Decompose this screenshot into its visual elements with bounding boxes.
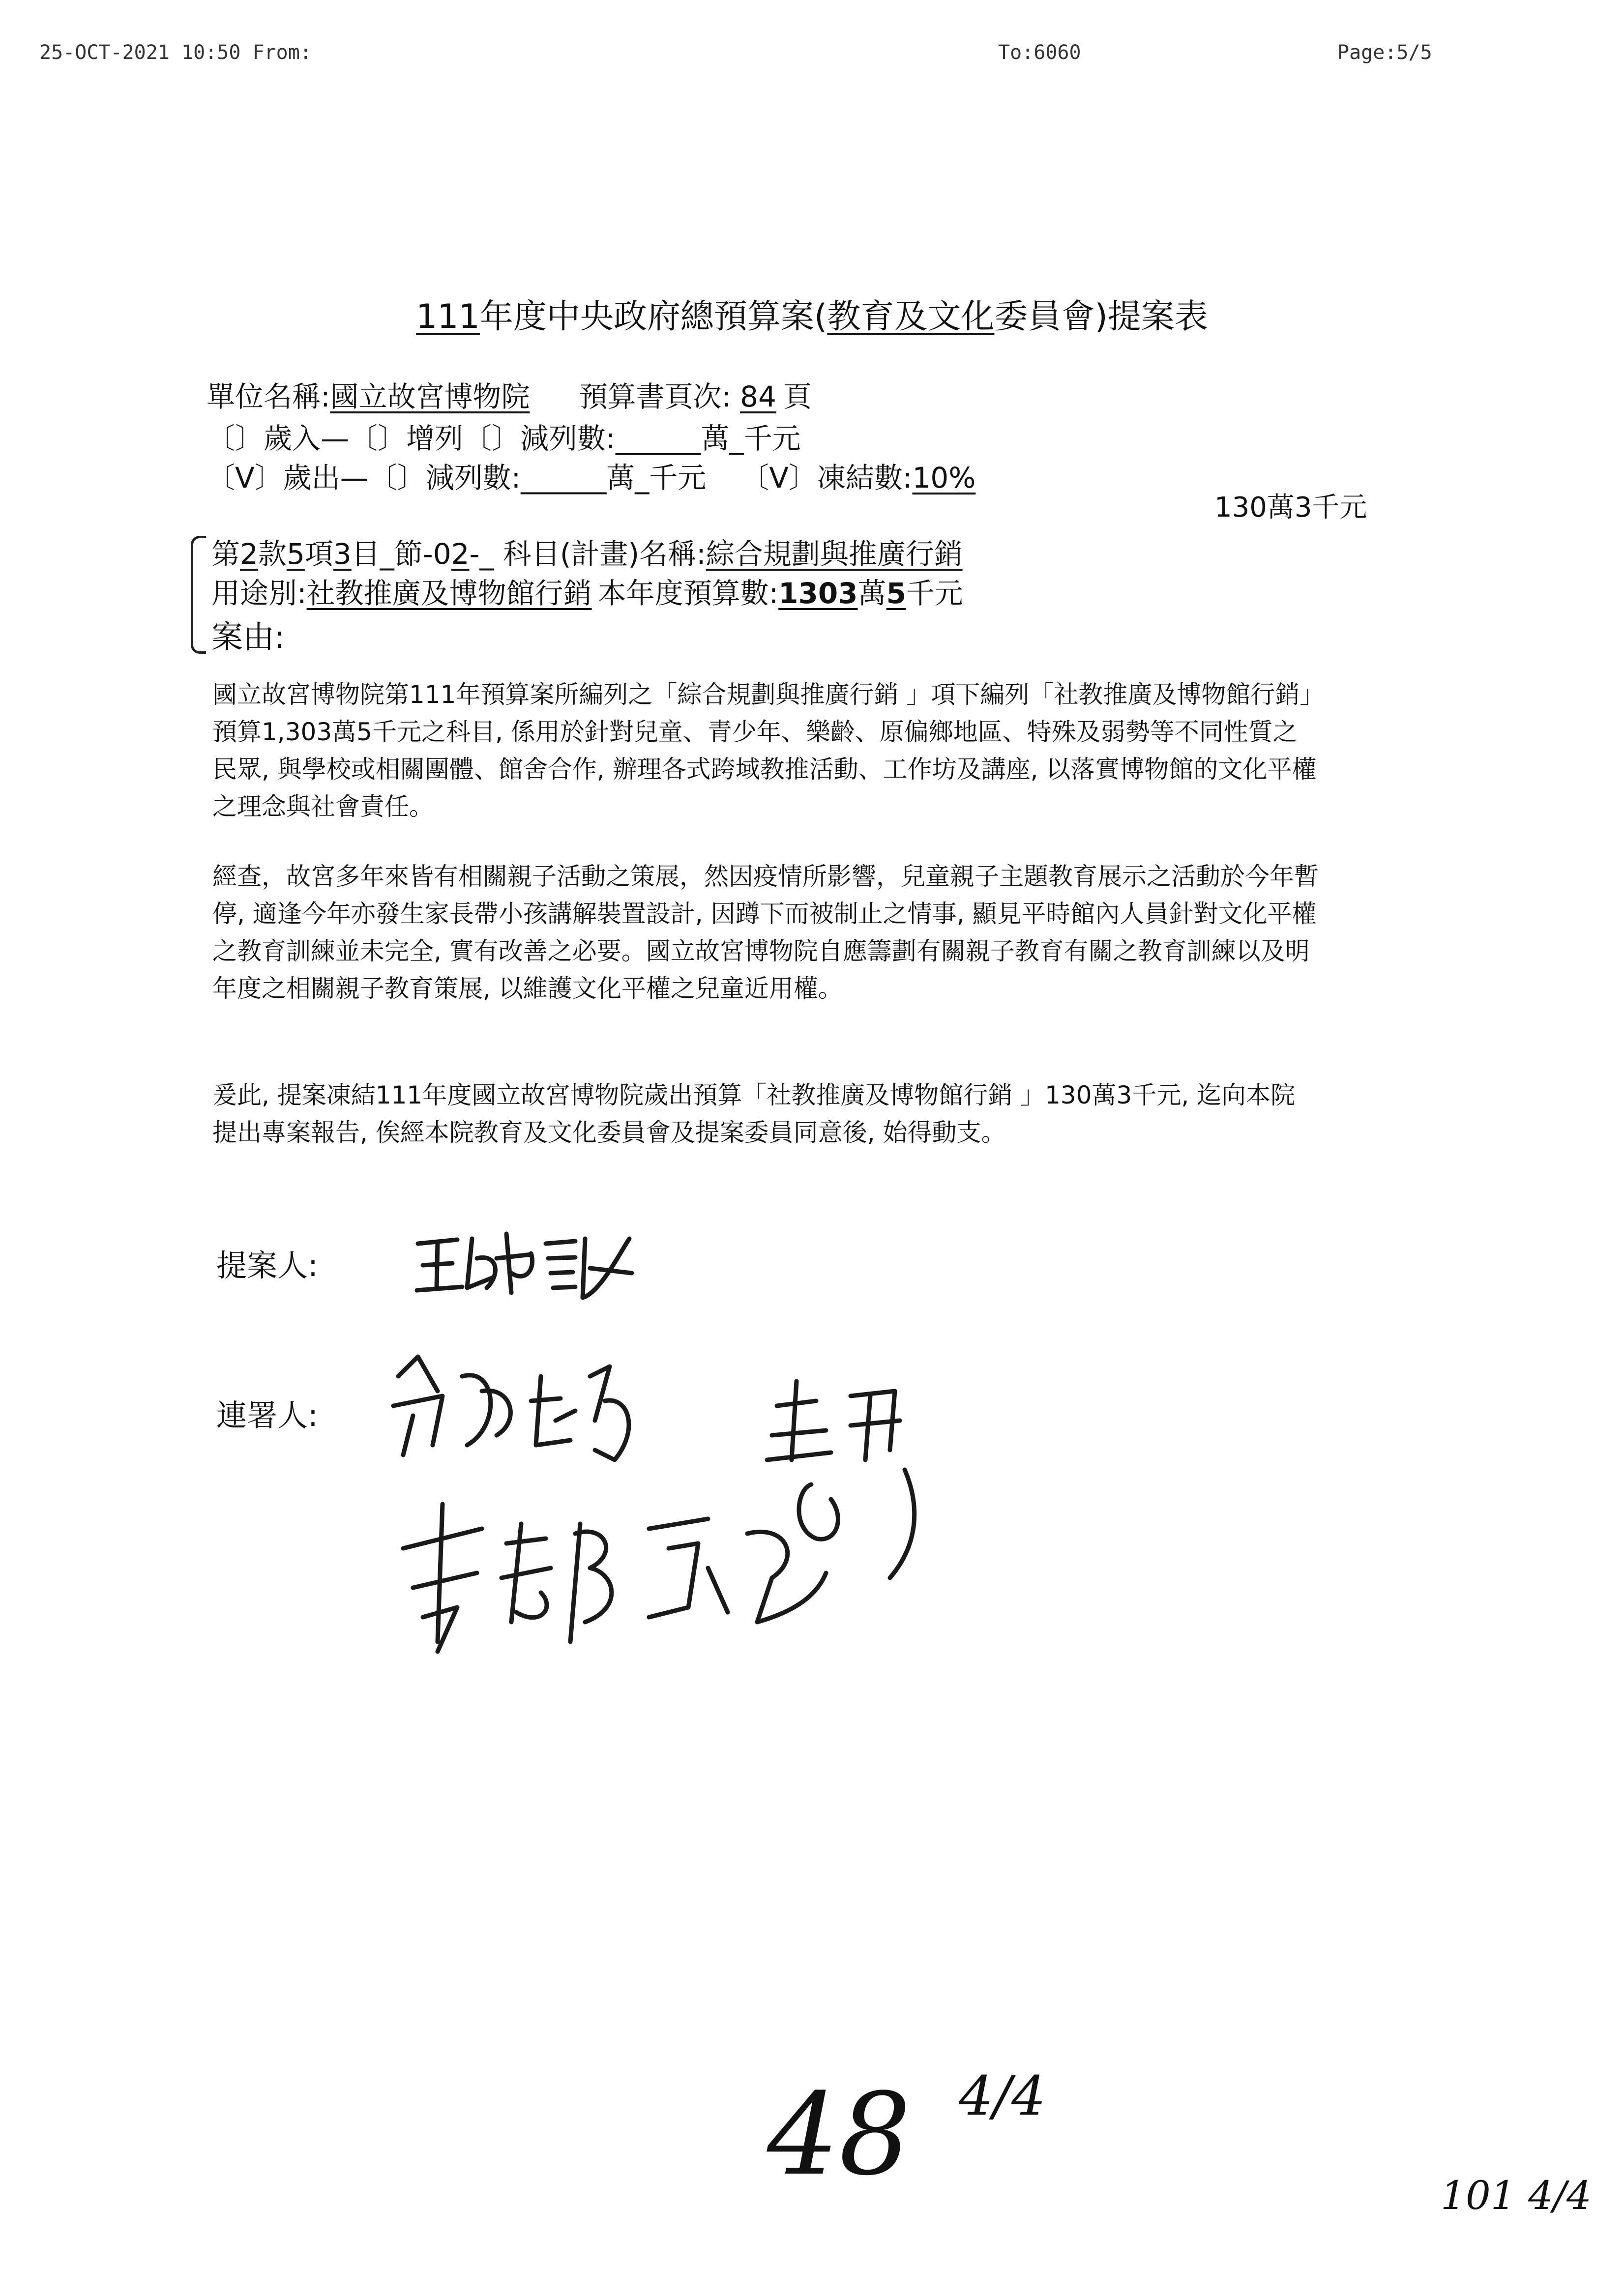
paragraph-1-text: 國立故宮博物院第111年預算案所編列之「綜合規劃與推廣行銷 」項下編列「社教推廣及博物館行銷」預算1,303萬5千元之科目, 係用於針對兒童、青少年、樂齡、原偏鄉地區、特殊及弱勢等不同性質之民眾, 與學校或相關團體、館舍合作, 辦理各式跨域教推活動、工作坊及講座, 以落實博物館的文化平權之理念與社會責任。	[212, 680, 1317, 821]
cosigner-label: 連署人:	[216, 1397, 318, 1433]
title-text-b: 委員會)提案表	[994, 297, 1208, 336]
paragraph-3	[212, 1076, 1319, 1151]
item-mu: 3	[333, 537, 352, 571]
expenditure-text-b: 萬	[606, 461, 635, 494]
paragraph-3-text: 爰此, 提案凍結111年度國立故宮博物院歲出預算「社教推廣及博物館行銷 」130萬3千元, 迄向本院提出專案報告, 俟經本院教育及文化委員會及提案委員同意後, 始得動支。	[212, 1081, 1296, 1147]
expenditure-blank2: _	[635, 461, 650, 494]
expenditure-blank: ______	[521, 461, 607, 494]
cosigner-signature-1	[384, 1347, 659, 1475]
revenue-text-b: 萬	[701, 422, 730, 455]
budget-amount-wan: 1303	[778, 577, 858, 610]
page-value: 84	[740, 380, 776, 413]
item-text-b: 款	[258, 537, 287, 571]
paragraph-2-text: 經查，故宮多年來皆有相關親子活動之策展，然因疫情所影響，兒童親子主題教育展示之活動於今年暫停, 適逢今年亦發生家長帶小孩講解裝置設計, 因蹲下而被制止之情事, 顯見平時館內人員針對文化平權之教育訓練並未完全, 實有改善之必要。國立故宮博物院自應籌劃有關親子教育有關之教育訓練以及明年度之相關親子教育策展, 以維護文化平權之兒童近用權。	[212, 862, 1319, 1003]
cosigner-signature-2	[393, 1494, 836, 1666]
revenue-text-c: 千元	[743, 422, 801, 455]
revenue-blank2: _	[729, 422, 744, 455]
proposer-label: 提案人:	[216, 1248, 318, 1283]
item-line	[211, 531, 963, 572]
page-label: 預算書頁次:	[579, 380, 732, 413]
bracket-mark	[191, 536, 206, 654]
expenditure-text-c: 千元	[649, 461, 707, 494]
use-label: 用途別:	[211, 577, 307, 610]
use-name: 社教推廣及博物館行銷	[306, 577, 592, 610]
unit-line	[207, 374, 812, 415]
corner-page-mark: 101 4/4	[1441, 2173, 1592, 2218]
title-text-a: 年度中央政府總預算案(	[479, 297, 827, 336]
fax-header-right: Page:5/5	[1337, 41, 1432, 64]
item-text-c: 項	[304, 537, 333, 571]
page-suffix: 頁	[783, 380, 812, 413]
paragraph-1	[212, 676, 1319, 825]
item-text-a: 第	[211, 537, 240, 571]
title-year: 111	[416, 297, 480, 336]
fax-header-center: To:6060	[998, 41, 1081, 64]
use-text-b: 萬	[857, 577, 886, 610]
use-line	[211, 570, 963, 611]
item-text-d: 目_節-0	[351, 537, 451, 571]
reason-label: 案由:	[211, 619, 285, 656]
expenditure-text-a: 〔V〕歲出—〔〕減列數:	[207, 461, 521, 494]
title-committee: 教育及文化	[827, 297, 995, 336]
revenue-text-a: 〔〕歲入—〔〕增列〔〕減列數:	[207, 422, 616, 455]
use-text-a: 本年度預算數:	[597, 577, 779, 610]
paragraph-2	[212, 858, 1319, 1007]
revenue-blank	[616, 422, 701, 455]
budget-amount-qian: 5	[886, 577, 906, 610]
fax-header-left: 25-OCT-2021 10:50 From:	[39, 41, 312, 64]
unit-name: 國立故宮博物院	[330, 380, 530, 413]
item-xiang: 5	[286, 537, 305, 571]
revenue-line	[207, 415, 801, 457]
plan-name: 綜合規劃與推廣行銷	[706, 537, 963, 571]
item-text-e: -_ 科目(計畫)名稱:	[469, 537, 706, 571]
page-number-main: 48	[767, 2069, 911, 2201]
proposer-signature	[413, 1224, 639, 1308]
page-number-fraction: 4/4	[959, 2064, 1046, 2127]
freeze-value: 10%	[912, 461, 976, 494]
freeze-amount-note: 130萬3千元	[1214, 492, 1367, 523]
item-jie: 2	[451, 537, 470, 571]
freeze-label: 〔V〕凍結數:	[740, 461, 913, 494]
form-title	[0, 290, 1624, 338]
unit-label: 單位名稱:	[207, 380, 330, 413]
expenditure-line	[207, 455, 975, 496]
item-kuan: 2	[240, 537, 258, 571]
use-text-c: 千元	[906, 577, 963, 610]
